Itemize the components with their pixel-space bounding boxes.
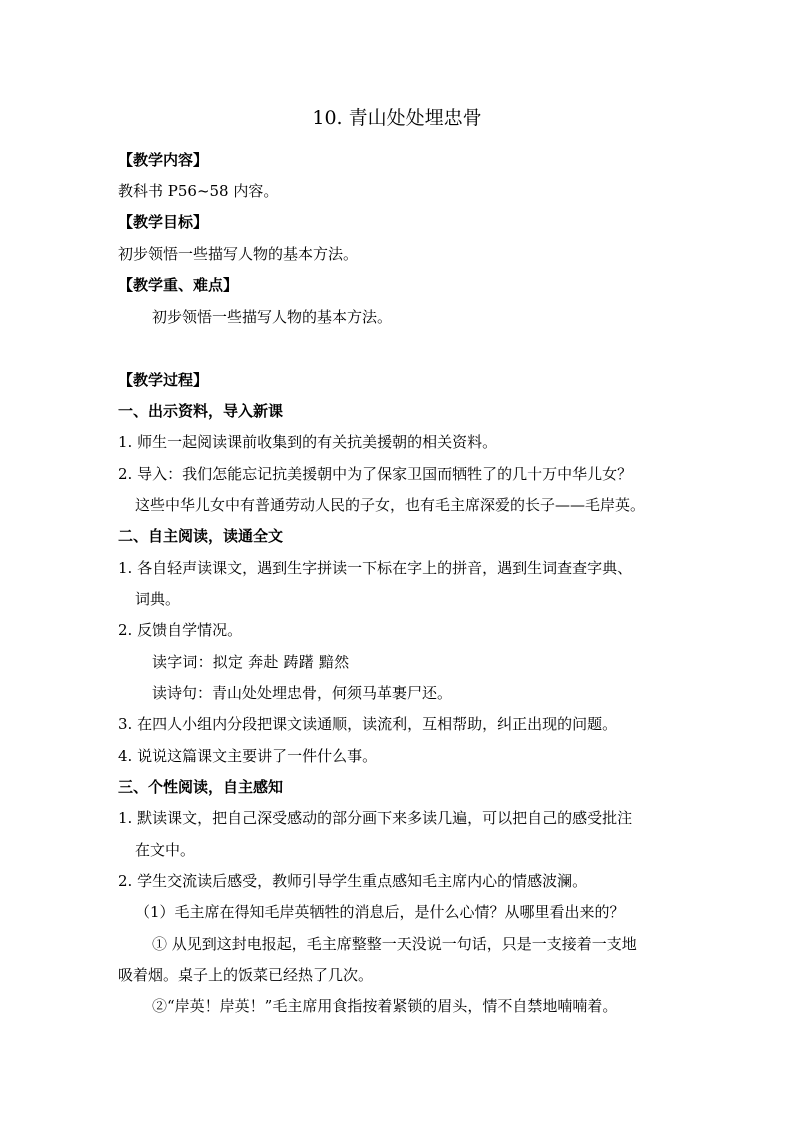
part-two-item-1-line-2: 词典。 [135, 590, 181, 608]
part-one-item-2-line-1: 2. 导入：我们怎能忘记抗美援朝中为了保家卫国而牺牲了的几十万中华儿女？ [118, 465, 633, 483]
document-title: 10. 青山处处埋忠骨 [312, 107, 482, 129]
teaching-goal-text: 初步领悟一些描写人物的基本方法。 [118, 245, 359, 263]
part-one-item-2-line-2: 这些中华儿女中有普通劳动人民的子女，也有毛主席深爱的长子——毛岸英。 [135, 496, 646, 514]
part-three-subitem-1: （1）毛主席在得知毛岸英牺牲的消息后，是什么心情？从哪里看出来的？ [135, 903, 625, 921]
part-two-words: 读字词：拟定 奔赴 踌躇 黯然 [152, 653, 350, 671]
part-two-item-1-line-1: 1. 各自轻声读课文，遇到生字拼读一下标在字上的拼音，遇到生词查查字典、 [118, 559, 633, 577]
teaching-key-heading: 【教学重、难点】 [118, 276, 239, 294]
teaching-goal-heading: 【教学目标】 [118, 213, 209, 231]
part-two-item-3: 3. 在四人小组内分段把课文读通顺，读流利，互相帮助，纠正出现的问题。 [118, 715, 618, 733]
teaching-key-text: 初步领悟一些描写人物的基本方法。 [152, 308, 393, 326]
part-two-item-2: 2. 反馈自学情况。 [118, 621, 243, 639]
part-three-point-1-line-1: ① 从见到这封电报起，毛主席整整一天没说一句话，只是一支接着一支地 [152, 935, 637, 953]
part-three-item-1-line-1: 1. 默读课文，把自己深受感动的部分画下来多读几遍，可以把自己的感受批注 [118, 809, 633, 827]
part-three-heading: 三、个性阅读，自主感知 [118, 778, 284, 796]
part-three-point-1-line-2: 吸着烟。桌子上的饭菜已经热了几次。 [118, 966, 374, 984]
part-three-item-2: 2. 学生交流读后感受，教师引导学生重点感知毛主席内心的情感波澜。 [118, 872, 588, 890]
part-two-heading: 二、自主阅读，读通全文 [118, 527, 284, 545]
teaching-process-heading: 【教学过程】 [118, 371, 209, 389]
part-three-point-2: ②“岸英！岸英！”毛主席用食指按着紧锁的眉头，情不自禁地喃喃着。 [152, 997, 618, 1015]
part-one-item-1: 1. 师生一起阅读课前收集到的有关抗美援朝的相关资料。 [118, 433, 498, 451]
part-two-item-4: 4. 说说这篇课文主要讲了一件什么事。 [118, 747, 378, 765]
teaching-content-text: 教科书 P56~58 内容。 [118, 182, 279, 200]
teaching-content-heading: 【教学内容】 [118, 151, 209, 169]
part-two-poem: 读诗句：青山处处埋忠骨，何须马革裹尸还。 [152, 684, 453, 702]
part-one-heading: 一、出示资料，导入新课 [118, 402, 284, 420]
part-three-item-1-line-2: 在文中。 [135, 841, 196, 859]
